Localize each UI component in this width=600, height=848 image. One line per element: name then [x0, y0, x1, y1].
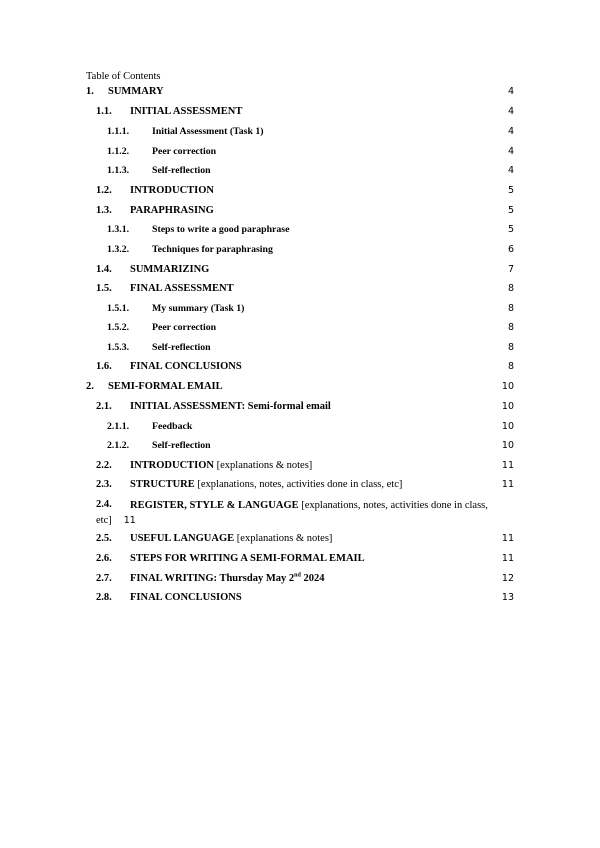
toc-entry[interactable] [0, 572, 600, 590]
toc-entry-number: 2.5. [96, 533, 112, 544]
toc-entry-page: 8 [507, 322, 514, 333]
toc-entry-number: 2.1.2. [107, 440, 130, 451]
toc-entry-text: Feedback [152, 421, 193, 432]
toc-entry-number: 1. [86, 86, 94, 97]
toc-entry-text [130, 459, 312, 473]
toc-entry-page: 5 [507, 224, 514, 235]
toc-entry-heading: FINAL WRITING: Thursday May 2 [130, 573, 295, 584]
toc-entry[interactable] [0, 85, 600, 103]
toc-entry-page: 11 [501, 479, 514, 490]
toc-entry-number: 1.5.1. [107, 303, 130, 314]
toc-entry-text: Steps to write a good paraphrase [152, 224, 290, 235]
toc-entry[interactable] [0, 552, 600, 570]
toc-entry-page: 4 [507, 106, 514, 117]
toc-entry-number: 2.4. [96, 499, 112, 510]
toc-entry-page: 13 [501, 592, 514, 603]
toc-entry[interactable] [0, 380, 600, 398]
toc-entry-number: 1.1.2. [107, 146, 130, 157]
toc-entry[interactable] [0, 263, 600, 281]
toc-entry[interactable] [0, 302, 600, 320]
toc-entry-text [130, 478, 402, 492]
toc-entry[interactable] [0, 360, 600, 378]
toc-entry-page: 4 [507, 86, 514, 97]
toc-entry[interactable] [0, 498, 600, 530]
toc-entry-text: SUMMARIZING [130, 264, 210, 275]
toc-entry-page: 10 [501, 401, 514, 412]
toc-entry-page: 10 [501, 381, 514, 392]
toc-entry-heading-after: 2024 [300, 573, 325, 584]
toc-entry-page: 4 [507, 126, 514, 137]
toc-entry-text: FINAL ASSESSMENT [130, 283, 234, 294]
toc-entry[interactable] [0, 591, 600, 609]
toc-entry-number: 1.3.1. [107, 224, 130, 235]
toc-entry-number: 2.7. [96, 573, 112, 584]
toc-entry-page: 6 [507, 244, 514, 255]
toc-entry[interactable] [0, 243, 600, 261]
toc-entry-text: INITIAL ASSESSMENT: Semi-formal email [130, 401, 331, 412]
toc-entry-page: 11 [123, 515, 136, 526]
toc-entry-text: Self-reflection [152, 342, 211, 353]
toc-entry-number: 1.4. [96, 264, 112, 275]
toc-entry[interactable] [0, 164, 600, 182]
toc-entry-note: [explanations, notes, activities done in class, etc] [197, 479, 403, 490]
toc-entry-text: Peer correction [152, 322, 217, 333]
toc-entry-text: SUMMARY [108, 86, 164, 97]
toc-entry-number: 2.8. [96, 592, 112, 603]
toc-entry-text: INITIAL ASSESSMENT [130, 106, 243, 117]
toc-entry-number: 2.2. [96, 460, 112, 471]
toc-entry[interactable] [0, 282, 600, 300]
toc-entry-number: 2. [86, 381, 94, 392]
toc-entry-page: 4 [507, 146, 514, 157]
toc-entry-number: 1.1. [96, 106, 112, 117]
toc-entry-page: 10 [501, 421, 514, 432]
toc-entry-number: 1.5.2. [107, 322, 130, 333]
toc-entry-page: 11 [501, 553, 514, 564]
toc-entry-page: 10 [501, 440, 514, 451]
toc-entry[interactable] [0, 459, 600, 477]
toc-entry-text [130, 572, 324, 586]
toc-entry-number: 1.5.3. [107, 342, 130, 353]
toc-entry-text: FINAL CONCLUSIONS [130, 592, 242, 603]
toc-entry-text: My summary (Task 1) [152, 303, 245, 314]
toc-entry-heading: USEFUL LANGUAGE [130, 533, 235, 544]
toc-entry-superscript: nd [294, 572, 301, 579]
toc-entry-text: FINAL CONCLUSIONS [130, 361, 242, 372]
toc-entry[interactable] [0, 105, 600, 123]
toc-entry[interactable] [0, 223, 600, 241]
toc-entry-text: INTRODUCTION [130, 185, 215, 196]
toc-entry-number: 1.6. [96, 361, 112, 372]
toc-entry-text: Self-reflection [152, 165, 211, 176]
toc-entry-number: 1.3. [96, 205, 112, 216]
toc-entry-number: 1.1.3. [107, 165, 130, 176]
toc-entry[interactable] [0, 125, 600, 143]
toc-entry[interactable] [0, 204, 600, 222]
toc-entry-note: [explanations, notes, activities done in class, [301, 500, 488, 511]
toc-entry[interactable] [0, 400, 600, 418]
toc-entry[interactable] [0, 184, 600, 202]
toc-entry[interactable] [0, 439, 600, 457]
toc-entry[interactable] [0, 145, 600, 163]
toc-entry-note-cont: etc] [96, 515, 112, 526]
toc-title: Table of Contents [86, 71, 161, 82]
toc-entry-text: STEPS FOR WRITING A SEMI-FORMAL EMAIL [130, 553, 365, 564]
toc-entry-number: 1.5. [96, 283, 112, 294]
toc-entry-text: Self-reflection [152, 440, 211, 451]
toc-entry-text: Initial Assessment (Task 1) [152, 126, 264, 137]
toc-entry-text: Techniques for paraphrasing [152, 244, 273, 255]
toc-entry-number: 1.3.2. [107, 244, 130, 255]
toc-entry-page: 7 [507, 264, 514, 275]
toc-entry[interactable] [0, 532, 600, 550]
toc-entry-page: 12 [501, 573, 514, 584]
toc-entry-text: PARAPHRASING [130, 205, 214, 216]
toc-entry-page: 11 [501, 533, 514, 544]
toc-entry-number: 2.1.1. [107, 421, 130, 432]
toc-entry-page: 8 [507, 361, 514, 372]
toc-entry[interactable] [0, 321, 600, 339]
toc-entry-page: 8 [507, 283, 514, 294]
toc-entry-text [130, 532, 332, 546]
toc-entry-heading: INTRODUCTION [130, 460, 215, 471]
toc-entry-text: SEMI-FORMAL EMAIL [108, 381, 223, 392]
toc-entry[interactable] [0, 341, 600, 359]
toc-entry-heading: REGISTER, STYLE & LANGUAGE [130, 500, 299, 511]
toc-entry-number: 1.2. [96, 185, 112, 196]
toc-entry-number: 2.1. [96, 401, 112, 412]
toc-entry-page: 4 [507, 165, 514, 176]
toc-entry-number: 1.1.1. [107, 126, 130, 137]
toc-entry[interactable] [0, 478, 600, 496]
toc-entry-continuation [96, 513, 136, 528]
toc-entry-text: Peer correction [152, 146, 217, 157]
toc-entry-page: 8 [507, 303, 514, 314]
toc-entry-note: [explanations & notes] [216, 460, 313, 471]
toc-entry-page: 5 [507, 185, 514, 196]
toc-entry-number: 2.3. [96, 479, 112, 490]
toc-entry-number: 2.6. [96, 553, 112, 564]
toc-entry-page: 11 [501, 460, 514, 471]
toc-entry-heading: STRUCTURE [130, 479, 195, 490]
toc-entry-note: [explanations & notes] [236, 533, 333, 544]
toc-entry[interactable] [0, 420, 600, 438]
toc-entry-page: 5 [507, 205, 514, 216]
toc-entry-page: 8 [507, 342, 514, 353]
